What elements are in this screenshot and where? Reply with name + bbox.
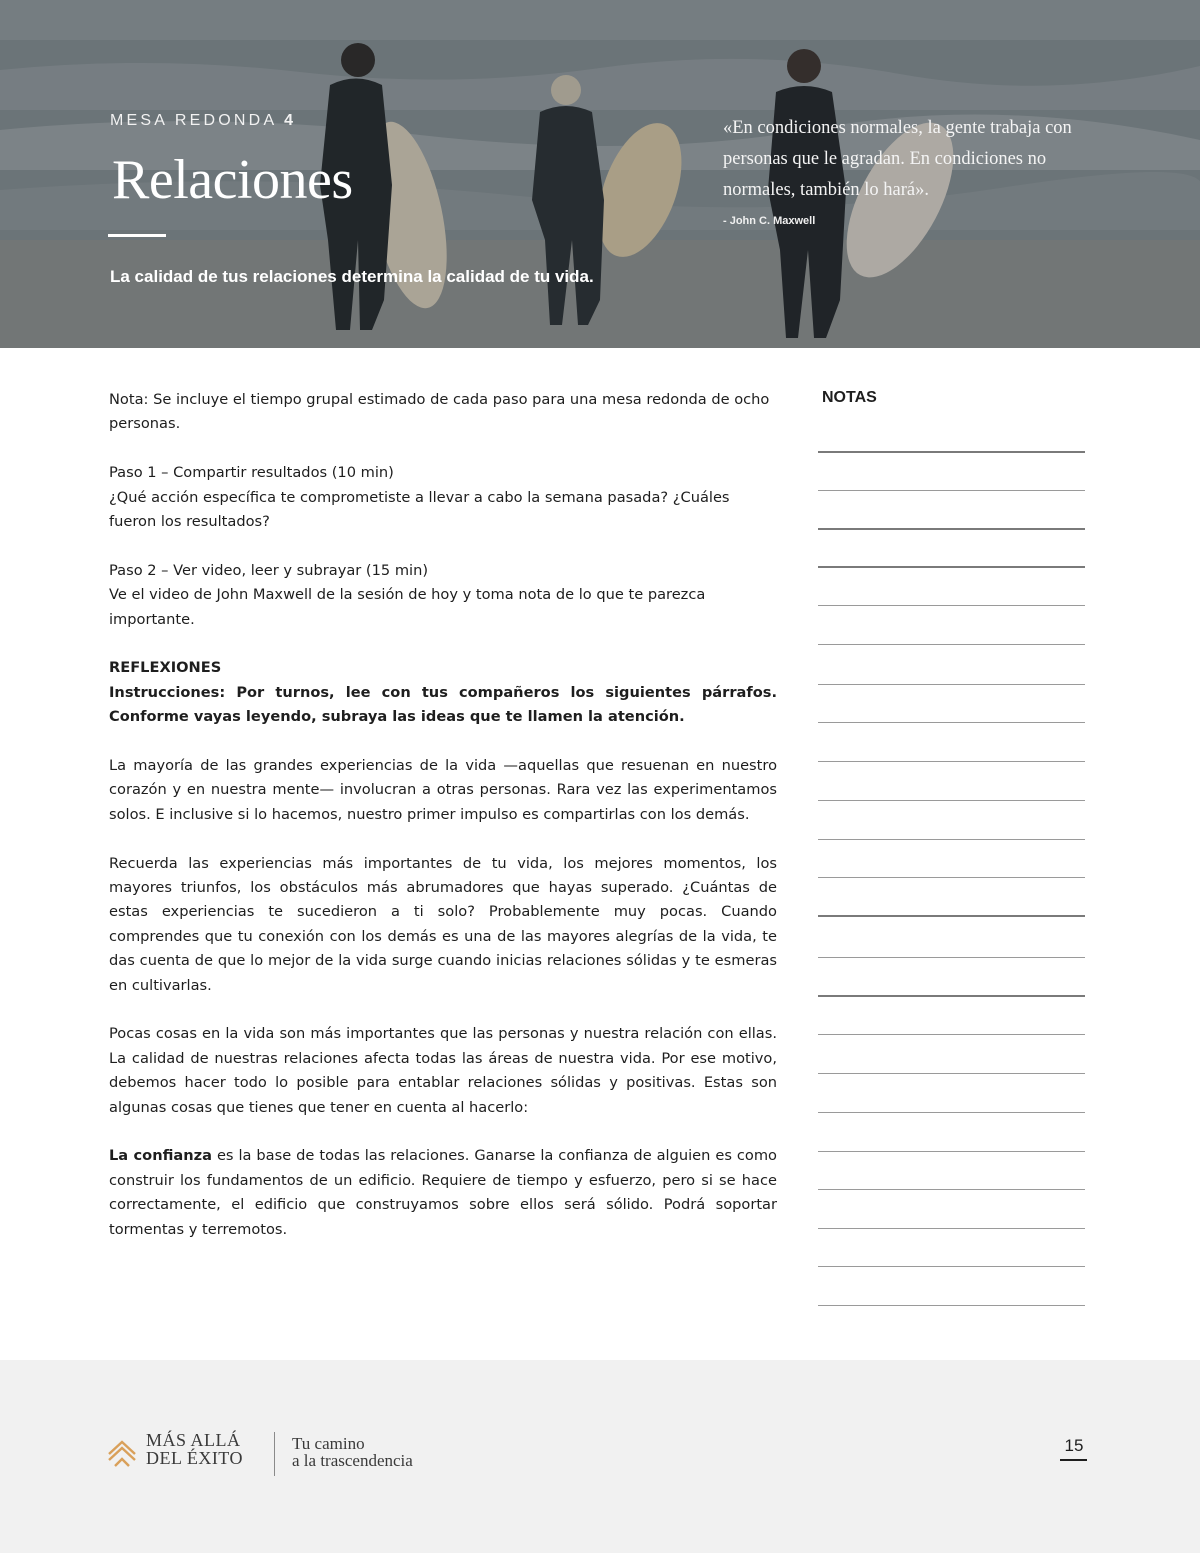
hero-banner [0, 0, 1200, 348]
time-note: Nota: Se incluye el tiempo grupal estimado de cada paso para una mesa redonda de ocho personas. [109, 391, 770, 433]
paragraph-4 [109, 1144, 777, 1242]
note-line[interactable] [818, 1305, 1085, 1306]
note-line[interactable] [818, 1112, 1085, 1113]
step-2-text: Ve el video de John Maxwell de la sesión de hoy y toma nota de lo que te parezca importante. [109, 586, 706, 628]
note-line[interactable] [818, 915, 1085, 917]
brand-line-2: DEL ÉXITO [146, 1448, 243, 1468]
note-line[interactable] [818, 1151, 1085, 1152]
paragraph-3: Pocas cosas en la vida son más importantes que las personas y nuestra relación con ellas. La calidad de nuestras relaciones afecta todas las áreas de nuestra vida. Por ese motivo, debemos hacer todo lo posible para entablar relaciones sólidas y positivas. Estas son algunas cosas que tienes que tener en cuenta al hacerlo: [109, 1025, 777, 1116]
step-1-title: Paso 1 – Compartir resultados (10 min) [109, 464, 394, 482]
note-line[interactable] [818, 957, 1085, 958]
step-2-title: Paso 2 – Ver video, leer y subrayar (15 min) [109, 561, 429, 579]
step-1-text: ¿Qué acción específica te comprometiste a llevar a cabo la semana pasada? ¿Cuáles fueron los resultados? [109, 488, 730, 531]
note-line[interactable] [818, 1266, 1085, 1267]
note-line[interactable] [818, 995, 1085, 997]
note-line[interactable] [818, 1189, 1085, 1190]
session-label-text: MESA REDONDA [110, 112, 277, 129]
page-subtitle: La calidad de tus relaciones determina la calidad de tu vida. [110, 267, 594, 286]
note-line[interactable] [818, 605, 1085, 606]
note-line[interactable] [818, 1228, 1085, 1229]
note-line[interactable] [818, 566, 1085, 568]
note-line[interactable] [818, 877, 1085, 878]
reflections-instructions: Instrucciones: Por turnos, lee con tus compañeros los siguientes párrafos. Conforme vayas leyendo, subraya las ideas que te llamen la atención. [109, 683, 777, 726]
note-line[interactable] [818, 490, 1085, 491]
note-line[interactable] [818, 839, 1085, 840]
step-2 [109, 559, 777, 632]
reflections-block [109, 656, 777, 729]
note-line[interactable] [818, 1073, 1085, 1074]
session-label [110, 112, 296, 130]
brand-name [146, 1431, 243, 1467]
note-line[interactable] [818, 761, 1085, 762]
paragraph-2: Recuerda las experiencias más importantes de tu vida, los mejores momentos, los mayores triunfos, los obstáculos más abrumadores que hayas superado. ¿Cuántas de estas experiencias te sucedieron a ti solo? Probablemente muy pocas. Cuando comprendes que tu conexión con los demás es una de las mayores alegrías de la vida, te das cuenta de que lo mejor de la vida surge cuando inicias relaciones sólidas y te esmeras en cultivarlas. [109, 854, 777, 994]
reflections-heading: REFLEXIONES [109, 659, 222, 677]
note-line[interactable] [818, 1034, 1085, 1035]
tagline-line-1: Tu camino [292, 1434, 365, 1453]
page-number-underline [1060, 1459, 1087, 1461]
note-line[interactable] [818, 800, 1085, 801]
title-underline [108, 234, 166, 237]
brand-tagline [292, 1435, 413, 1469]
step-1 [109, 461, 777, 534]
brand-divider [274, 1432, 275, 1476]
note-line[interactable] [818, 451, 1085, 453]
paragraph-1: La mayoría de las grandes experiencias de la vida —aquellas que resuenan en nuestro corazón y en nuestra mente— involucran a otras personas. Rara vez las experimentamos solos. E inclusive si lo hacemos, nuestro primer impulso es compartirlas con los demás. [109, 757, 777, 823]
paragraph-4-lead: La confianza [109, 1147, 212, 1165]
main-content [109, 388, 777, 1267]
note-line[interactable] [818, 722, 1085, 723]
quote-author: - John C. Maxwell [723, 215, 816, 227]
paragraph-4-text: es la base de todas las relaciones. Ganarse la confianza de alguien es como construir los fundamentos de un edificio. Requiere de tiempo y esfuerzo, pero si se hace correctamente, el edificio que construyamos sobre ellos será sólido. Podrá soportar tormentas y terremotos. [109, 1147, 777, 1238]
note-line[interactable] [818, 644, 1085, 645]
tagline-line-2: a la trascendencia [292, 1451, 413, 1470]
page-title: Relaciones [112, 149, 353, 211]
notes-heading: NOTAS [822, 389, 877, 406]
session-number: 4 [284, 112, 297, 129]
brand-line-1: MÁS ALLÁ [146, 1430, 241, 1450]
page-number: 15 [1064, 1436, 1084, 1455]
quote-text: «En condiciones normales, la gente trabaja con personas que le agradan. En condiciones no normales, también lo hará». [723, 118, 1072, 200]
brand-logo-icon [107, 1438, 137, 1468]
note-line[interactable] [818, 528, 1085, 530]
note-line[interactable] [818, 684, 1085, 685]
